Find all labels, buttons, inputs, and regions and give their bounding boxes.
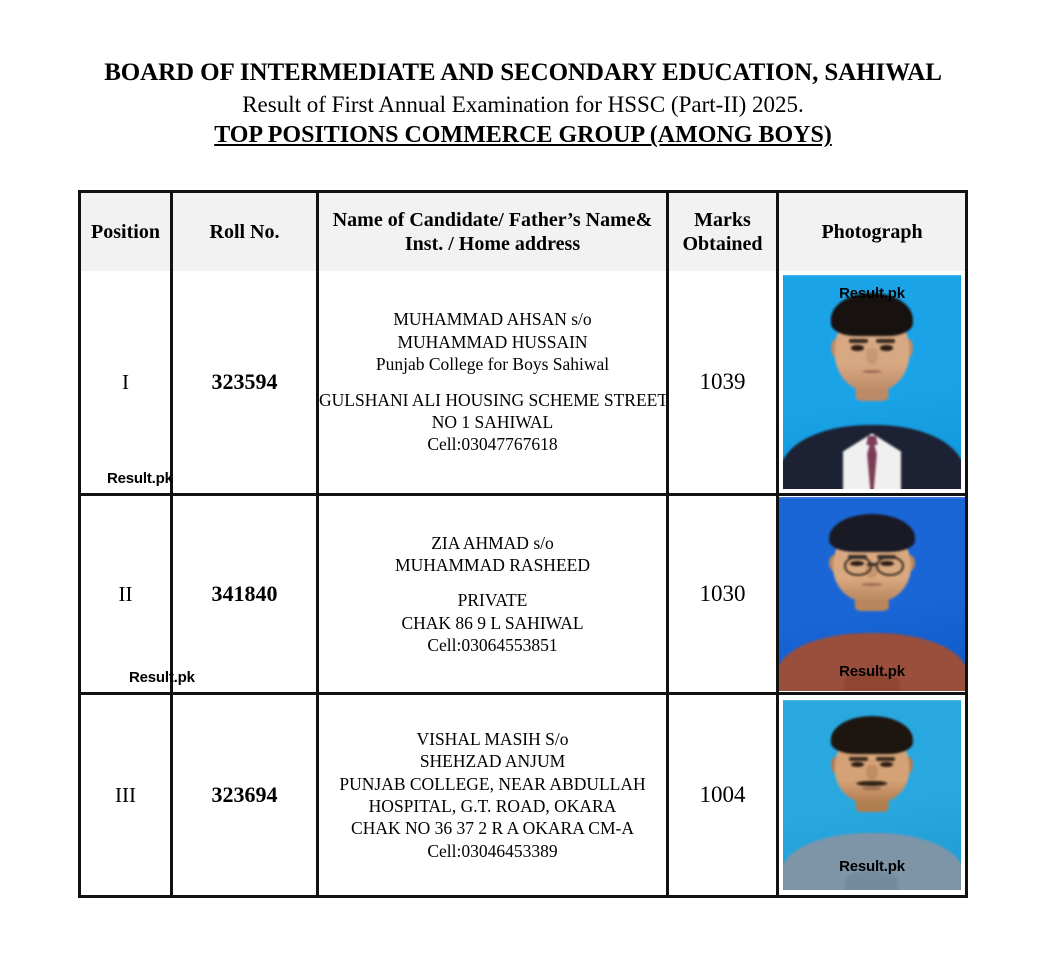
- contact-cell: Cell:03064553851: [427, 635, 558, 656]
- position-value: III: [115, 782, 136, 807]
- watermark-result-pk: Result.pk: [107, 470, 173, 487]
- spacer: [319, 376, 666, 389]
- mouth: [862, 583, 882, 586]
- cell-roll-no: 323694: [173, 695, 319, 895]
- moustache: [856, 781, 887, 787]
- glasses-bridge: [867, 563, 876, 566]
- glasses-lens-left: [844, 556, 871, 576]
- mouth: [862, 787, 881, 790]
- results-table-container: [78, 190, 965, 888]
- father-name: MUHAMMAD RASHEED: [395, 554, 590, 575]
- column-header-position: Position: [81, 193, 173, 271]
- column-header-marks-line2: Obtained: [682, 233, 763, 255]
- institute-name: Punjab College for Boys Sahiwal: [375, 354, 610, 375]
- column-header-marks-line1: Marks: [694, 208, 751, 231]
- table-header-row: [81, 193, 965, 271]
- document-header: [0, 0, 1046, 150]
- table-body: [81, 271, 965, 895]
- nose: [866, 348, 878, 365]
- column-header-marks: [669, 193, 779, 271]
- column-header-candidate-line2: Inst. / Home address: [404, 233, 581, 255]
- contact-cell: Cell:03047767618: [427, 434, 558, 455]
- cell-position: [81, 271, 173, 496]
- portrait-graphic: [779, 497, 965, 691]
- contact-cell: Cell:03046453389: [427, 840, 558, 861]
- cell-marks-obtained: 1030: [669, 496, 779, 695]
- eye-right: [880, 345, 893, 351]
- watermark-result-pk: Result.pk: [129, 669, 195, 686]
- cell-candidate-details: [319, 496, 669, 695]
- candidate-name: ZIA AHMAD s/o: [431, 532, 554, 553]
- candidate-name: MUHAMMAD AHSAN s/o: [393, 309, 592, 330]
- address-line-2: NO 1 SAHIWAL: [431, 411, 554, 432]
- cell-photograph: [779, 271, 965, 496]
- eyebrow-right: [876, 339, 895, 343]
- father-name: SHEHZAD ANJUM: [419, 751, 566, 772]
- cell-photograph: [779, 695, 965, 895]
- column-header-candidate-line1: Name of Candidate/ Father’s Name&: [332, 208, 653, 231]
- nose: [866, 765, 878, 780]
- board-title: BOARD OF INTERMEDIATE AND SECONDARY EDUCATION, SAHIWAL: [104, 59, 942, 86]
- eyebrow-right: [876, 757, 895, 761]
- table-row: [81, 695, 965, 895]
- address-line-1: PRIVATE: [457, 590, 528, 611]
- cell-position: [81, 695, 173, 895]
- column-header-roll-no: Roll No.: [173, 193, 319, 271]
- address-line-1: GULSHANI ALI HOUSING SCHEME STREET: [319, 389, 669, 410]
- suit-lapel-right: [901, 434, 931, 489]
- candidate-photo: [779, 497, 965, 691]
- portrait-graphic: [783, 275, 961, 489]
- top-positions-table: [78, 190, 968, 898]
- candidate-details-block: [319, 308, 669, 455]
- exam-subtitle: Result of First Annual Examination for HSSC (Part-II) 2025.: [242, 91, 804, 117]
- address-line-1: HOSPITAL, G.T. ROAD, OKARA: [368, 796, 617, 816]
- cell-candidate-details: [319, 271, 669, 496]
- column-header-photograph: Photograph: [779, 193, 965, 271]
- spacer: [319, 576, 666, 589]
- cell-candidate-details: [319, 695, 669, 895]
- candidate-details-block: [319, 728, 666, 862]
- eyebrow-left: [849, 757, 868, 761]
- suit-lapel-left: [813, 434, 843, 489]
- cell-roll-no: 323594: [173, 271, 319, 496]
- watermark-result-pk: Result.pk: [839, 663, 905, 680]
- candidate-details-block: [319, 532, 666, 657]
- candidate-photo: [783, 700, 961, 890]
- cell-marks-obtained: 1004: [669, 695, 779, 895]
- mouth: [862, 370, 881, 373]
- cell-roll-no: 341840: [173, 496, 319, 695]
- cell-photograph: [779, 496, 965, 695]
- eye-left: [851, 345, 864, 351]
- glasses-lens-right: [876, 556, 903, 576]
- cell-position: [81, 496, 195, 695]
- eyebrow-left: [849, 339, 868, 343]
- watermark-result-pk: Result.pk: [839, 285, 905, 302]
- father-name: MUHAMMAD HUSSAIN: [397, 331, 588, 352]
- cell-marks-obtained: 1039: [669, 271, 779, 496]
- section-title: TOP POSITIONS COMMERCE GROUP (AMONG BOYS): [214, 122, 832, 149]
- institute-name: PUNJAB COLLEGE, NEAR ABDULLAH: [339, 773, 646, 794]
- address-line-2: CHAK NO 36 37 2 R A OKARA CM-A: [351, 818, 634, 839]
- position-value: II: [118, 581, 133, 606]
- table-row: [81, 271, 965, 496]
- address-line-2: CHAK 86 9 L SAHIWAL: [401, 612, 584, 633]
- column-header-candidate: [319, 193, 669, 271]
- position-value: I: [122, 369, 129, 394]
- candidate-name: VISHAL MASIH S/o: [416, 728, 569, 749]
- table-header: [81, 193, 965, 271]
- watermark-result-pk: Result.pk: [839, 858, 905, 875]
- table-row: [81, 496, 965, 695]
- candidate-photo: [783, 275, 961, 489]
